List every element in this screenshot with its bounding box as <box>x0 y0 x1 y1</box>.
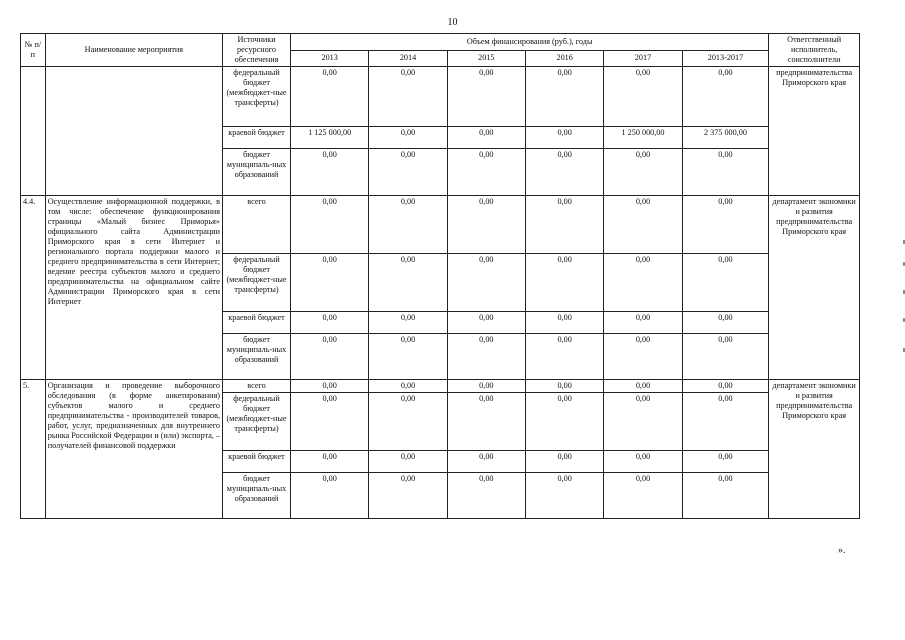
year-header: 2014 <box>369 50 447 67</box>
value-cell: 0,00 <box>682 254 769 312</box>
value-cell: 0,00 <box>369 312 447 334</box>
value-cell: 0,00 <box>291 67 369 127</box>
value-cell: 0,00 <box>291 473 369 519</box>
table-row <box>21 67 860 127</box>
value-cell: 0,00 <box>447 67 525 127</box>
table-row <box>21 380 860 393</box>
value-cell: 0,00 <box>526 334 604 380</box>
source-cell: всего <box>223 196 291 254</box>
value-cell: 0,00 <box>369 393 447 451</box>
value-cell: 0,00 <box>447 127 525 149</box>
value-cell: 0,00 <box>369 149 447 196</box>
col-volume-header: Объем финансирования (руб.), годы <box>291 34 769 51</box>
value-cell: 0,00 <box>291 451 369 473</box>
source-cell: краевой бюджет <box>223 451 291 473</box>
page-number: 10 <box>447 17 458 28</box>
value-cell: 0,00 <box>604 149 682 196</box>
col-name-header: Наименование мероприятия <box>45 34 222 67</box>
year-header: 2013 <box>291 50 369 67</box>
activity-name-cell: Осуществление информационной поддержки, в том числе: обеспечение функционирования страницы «Малый бизнес Приморья» официального сайта Администрации Приморского края в сети Интернет и регионального портала поддержки малого и среднего предпринимательства в сети Интернет; ведение реестра субъектов малого и среднего предпринимательства на официальном сайте Администрации Приморского края в сети Интернет <box>45 196 222 380</box>
source-cell: бюджет муниципаль-ных образований <box>223 149 291 196</box>
value-cell: 0,00 <box>682 451 769 473</box>
row-num-cell <box>21 67 46 196</box>
value-cell: 0,00 <box>369 334 447 380</box>
col-source-header: Источники ресурсного обеспечения <box>223 34 291 67</box>
year-header: 2013-2017 <box>682 50 769 67</box>
value-cell: 0,00 <box>682 67 769 127</box>
source-cell: федеральный бюджет (межбюджет-ные трансферты) <box>223 393 291 451</box>
value-cell: 0,00 <box>526 196 604 254</box>
value-cell: 0,00 <box>604 196 682 254</box>
value-cell: 0,00 <box>604 393 682 451</box>
value-cell: 2 375 000,00 <box>682 127 769 149</box>
source-cell: краевой бюджет <box>223 127 291 149</box>
source-cell: всего <box>223 380 291 393</box>
value-cell: 0,00 <box>369 254 447 312</box>
value-cell: 0,00 <box>682 473 769 519</box>
value-cell: 0,00 <box>604 334 682 380</box>
source-cell: федеральный бюджет (межбюджет-ные трансферты) <box>223 67 291 127</box>
value-cell: 0,00 <box>682 196 769 254</box>
activity-name-cell <box>45 67 222 196</box>
source-cell: краевой бюджет <box>223 312 291 334</box>
year-header: 2015 <box>447 50 525 67</box>
value-cell: 0,00 <box>526 127 604 149</box>
responsible-cell: департамент экономики и развития предпринимательства Приморского края <box>769 380 860 519</box>
value-cell: 0,00 <box>291 196 369 254</box>
value-cell: 0,00 <box>369 473 447 519</box>
value-cell: 0,00 <box>447 393 525 451</box>
col-responsible-header: Ответственный исполнитель, соисполнители <box>769 34 860 67</box>
financing-table <box>20 33 860 519</box>
value-cell: 0,00 <box>682 149 769 196</box>
value-cell: 0,00 <box>682 334 769 380</box>
value-cell: 0,00 <box>526 393 604 451</box>
source-cell: федеральный бюджет (межбюджет-ные трансферты) <box>223 254 291 312</box>
closing-quote: ». <box>838 545 846 556</box>
value-cell: 0,00 <box>447 380 525 393</box>
value-cell: 0,00 <box>682 312 769 334</box>
row-num-cell: 5. <box>21 380 46 519</box>
value-cell: 1 125 000,00 <box>291 127 369 149</box>
value-cell: 0,00 <box>369 380 447 393</box>
value-cell: 0,00 <box>369 451 447 473</box>
responsible-cell: предпринимательства Приморского края <box>769 67 860 196</box>
source-cell: бюджет муниципаль-ных образований <box>223 334 291 380</box>
value-cell: 0,00 <box>682 380 769 393</box>
value-cell: 0,00 <box>447 254 525 312</box>
value-cell: 0,00 <box>369 127 447 149</box>
value-cell: 0,00 <box>604 380 682 393</box>
source-cell: бюджет муниципаль-ных образований <box>223 473 291 519</box>
activity-name-cell: Организация и проведение выборочного обследования (в форме анкетирования) субъектов малого и среднего предпринимательства - производителей товаров, работ, услуг, предназначенных для внутреннего рынка Российской Федерации и (или) экспорта, – получателей финансовой поддержки <box>45 380 222 519</box>
value-cell: 0,00 <box>447 451 525 473</box>
value-cell: 0,00 <box>526 149 604 196</box>
value-cell: 0,00 <box>447 312 525 334</box>
year-header: 2016 <box>526 50 604 67</box>
col-num-header: № п/п <box>21 34 46 67</box>
value-cell: 0,00 <box>526 312 604 334</box>
value-cell: 0,00 <box>291 149 369 196</box>
value-cell: 0,00 <box>526 67 604 127</box>
value-cell: 0,00 <box>526 451 604 473</box>
value-cell: 0,00 <box>447 334 525 380</box>
value-cell: 0,00 <box>369 196 447 254</box>
value-cell: 0,00 <box>604 254 682 312</box>
value-cell: 0,00 <box>369 67 447 127</box>
value-cell: 0,00 <box>447 473 525 519</box>
value-cell: 0,00 <box>291 393 369 451</box>
header-row-1 <box>21 34 860 51</box>
value-cell: 0,00 <box>526 254 604 312</box>
value-cell: 0,00 <box>526 380 604 393</box>
value-cell: 0,00 <box>682 393 769 451</box>
value-cell: 0,00 <box>291 380 369 393</box>
value-cell: 1 250 000,00 <box>604 127 682 149</box>
year-header: 2017 <box>604 50 682 67</box>
value-cell: 0,00 <box>291 254 369 312</box>
value-cell: 0,00 <box>604 451 682 473</box>
value-cell: 0,00 <box>291 312 369 334</box>
value-cell: 0,00 <box>291 334 369 380</box>
responsible-cell: департамент экономики и развития предпринимательства Приморского края <box>769 196 860 380</box>
row-num-cell: 4.4. <box>21 196 46 380</box>
value-cell: 0,00 <box>604 67 682 127</box>
value-cell: 0,00 <box>526 473 604 519</box>
table-row <box>21 196 860 254</box>
value-cell: 0,00 <box>447 196 525 254</box>
value-cell: 0,00 <box>604 473 682 519</box>
value-cell: 0,00 <box>604 312 682 334</box>
value-cell: 0,00 <box>447 149 525 196</box>
